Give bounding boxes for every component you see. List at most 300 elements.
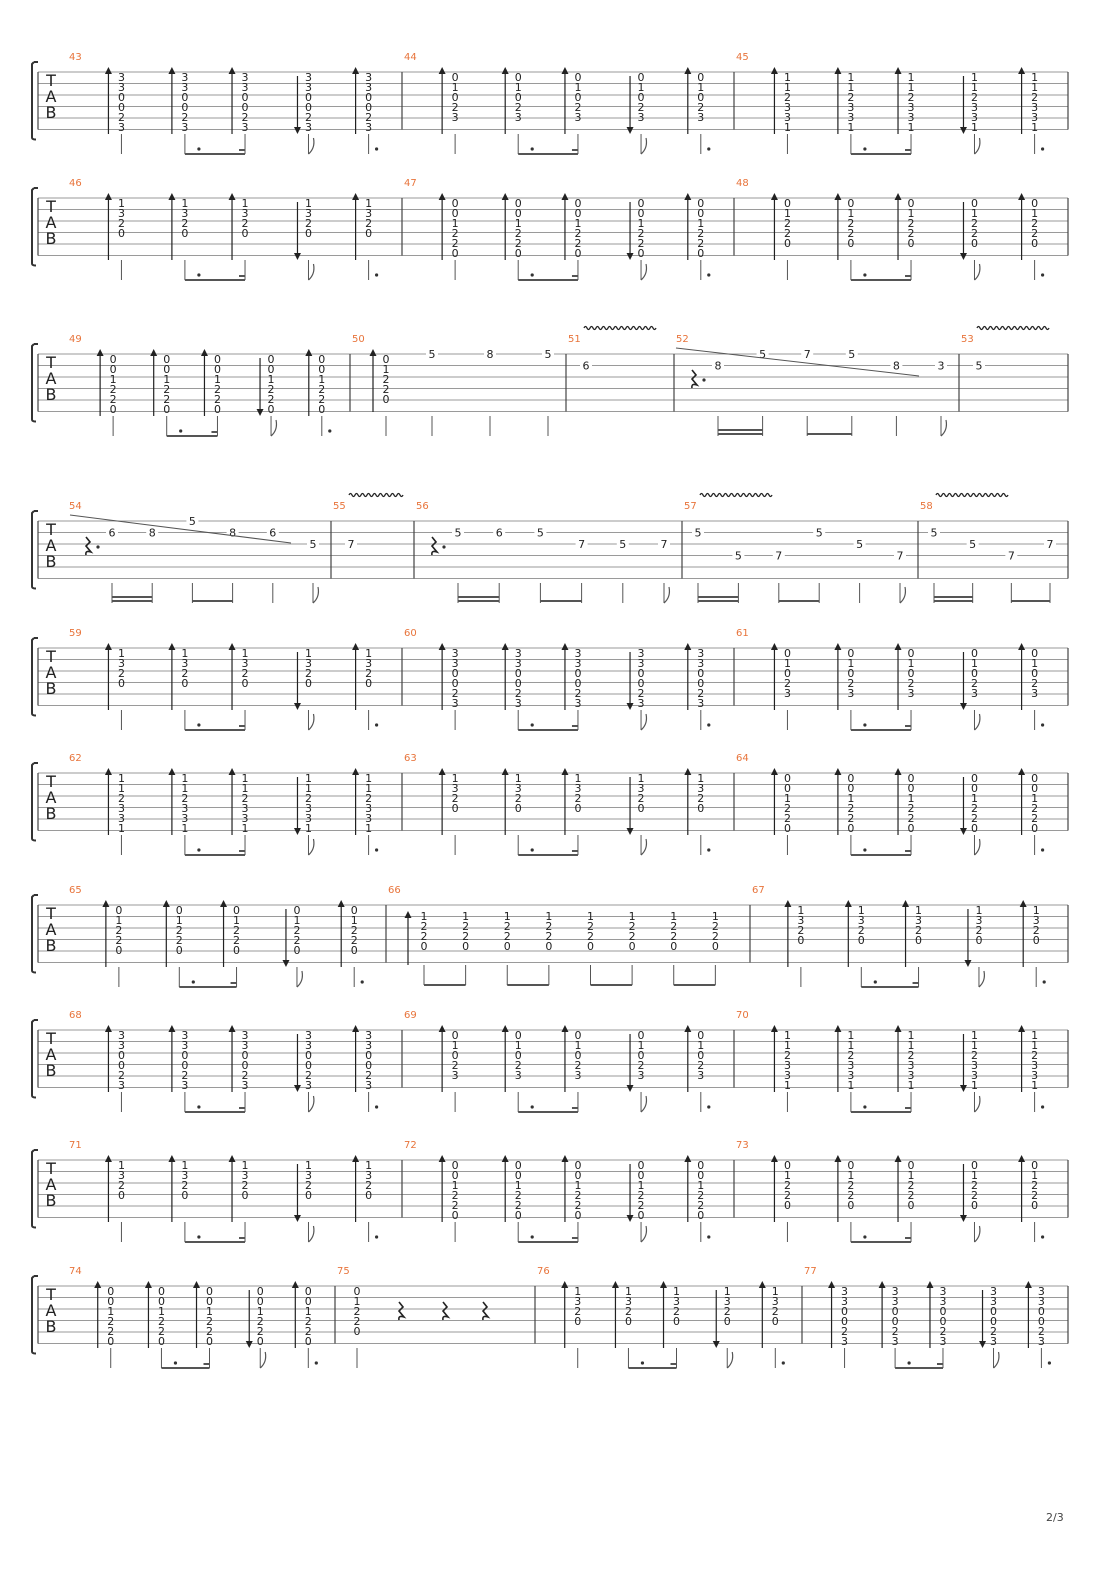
fret-number: 3	[514, 1069, 522, 1082]
fret-number: 1	[241, 772, 249, 785]
fret-number: 2	[382, 373, 390, 386]
fret-number: 3	[117, 81, 125, 94]
fret-number: 2	[117, 667, 125, 680]
tab-system	[32, 885, 1068, 987]
fret-number: 1	[451, 772, 459, 785]
fret-number: 3	[907, 1059, 915, 1072]
eighth-flag	[664, 587, 669, 603]
fret-number: 2	[503, 920, 511, 933]
fret-number: 3	[304, 1169, 312, 1182]
fret-number: 0	[847, 237, 855, 250]
fret-number: 0	[304, 1049, 312, 1062]
triangle-up-arrow-icon	[784, 900, 791, 907]
fret-number: 0	[637, 1159, 645, 1172]
fret-number: 0	[514, 677, 522, 690]
fret-number: 2	[783, 802, 791, 815]
fret-number: 2	[109, 393, 117, 406]
fret-number: 0	[637, 71, 645, 84]
fret-number: 2	[907, 217, 915, 230]
fret-number: 1	[175, 914, 183, 927]
fret-number: 3	[891, 1285, 899, 1298]
fret-number: 1	[847, 792, 855, 805]
fret-number: 1	[711, 910, 719, 923]
rhythm-dot	[782, 1361, 785, 1364]
triangle-up-arrow-icon	[502, 1025, 509, 1032]
tab-clef-letter: B	[45, 936, 57, 955]
fret-number: 2	[365, 217, 373, 230]
fret-number: 2	[365, 792, 373, 805]
fret-number: 1	[637, 1179, 645, 1192]
fret-number: 3	[451, 111, 459, 124]
fret-number: 2	[514, 1059, 522, 1072]
triangle-up-arrow-icon	[105, 67, 112, 74]
fret-number: 0	[545, 940, 553, 953]
fret-number: 1	[115, 914, 123, 927]
fret-number: 0	[1031, 197, 1039, 210]
fret-number: 2	[514, 1199, 522, 1212]
fret-number: 2	[213, 383, 221, 396]
fret-number: 0	[181, 1189, 189, 1202]
fret-number: 0	[117, 1189, 125, 1202]
fret-number: 0	[304, 91, 312, 104]
fret-number: 5	[544, 348, 552, 361]
eighth-flag	[641, 1096, 646, 1112]
fret-number: 2	[857, 924, 865, 937]
fret-number: 3	[117, 121, 125, 134]
quarter-rest-icon	[432, 537, 437, 555]
measure	[404, 1010, 710, 1112]
measure-number: 56	[416, 501, 429, 512]
fret-number: 1	[318, 373, 326, 386]
fret-number: 2	[847, 1189, 855, 1202]
measure-number: 53	[961, 334, 974, 345]
fret-number: 2	[181, 667, 189, 680]
triangle-down-arrow-icon	[294, 703, 301, 710]
fret-number: 2	[574, 792, 582, 805]
fret-number: 1	[514, 217, 522, 230]
fret-number: 1	[783, 71, 791, 84]
tab-clef-letter: T	[46, 1285, 56, 1304]
fret-number: 3	[970, 1059, 978, 1072]
fret-number: 3	[304, 657, 312, 670]
fret-number: 0	[318, 353, 326, 366]
fret-number: 3	[181, 207, 189, 220]
measure-number: 71	[69, 1140, 82, 1151]
eighth-flag	[308, 714, 313, 730]
triangle-up-arrow-icon	[193, 1281, 200, 1288]
fret-number: 3	[841, 1335, 849, 1348]
measure-number: 48	[736, 178, 749, 189]
fret-number: 2	[711, 930, 719, 943]
fret-number: 2	[1031, 802, 1039, 815]
tab-system	[32, 494, 1068, 604]
fret-number: 3	[637, 1069, 645, 1082]
fret-number: 2	[163, 393, 171, 406]
fret-number: 0	[213, 353, 221, 366]
measure-number: 77	[804, 1266, 817, 1277]
fret-number: 0	[365, 1049, 373, 1062]
fret-number: 2	[847, 1179, 855, 1192]
fret-number: 3	[847, 1059, 855, 1072]
triangle-down-arrow-icon	[960, 127, 967, 134]
triangle-up-arrow-icon	[684, 1025, 691, 1032]
triangle-up-arrow-icon	[201, 349, 208, 356]
fret-number: 0	[574, 1159, 582, 1172]
fret-number: 2	[847, 217, 855, 230]
rhythm-dot	[197, 147, 200, 150]
fret-number: 0	[256, 1335, 264, 1348]
fret-number: 0	[907, 667, 915, 680]
fret-number: 3	[1031, 1059, 1039, 1072]
fret-number: 1	[451, 217, 459, 230]
fret-number: 0	[181, 101, 189, 114]
fret-number: 1	[117, 1159, 125, 1172]
fret-number: 0	[1031, 782, 1039, 795]
triangle-up-arrow-icon	[439, 193, 446, 200]
fret-number: 2	[181, 1179, 189, 1192]
fret-number: 3	[514, 647, 522, 660]
fret-number: 3	[241, 207, 249, 220]
fret-number: 0	[451, 207, 459, 220]
triangle-up-arrow-icon	[229, 1155, 236, 1162]
fret-number: 3	[241, 1039, 249, 1052]
fret-number: 1	[365, 772, 373, 785]
fret-number: 0	[637, 802, 645, 815]
triangle-up-arrow-icon	[94, 1281, 101, 1288]
fret-number: 0	[109, 353, 117, 366]
triangle-down-arrow-icon	[627, 127, 634, 134]
fret-number: 0	[637, 197, 645, 210]
fret-number: 1	[304, 782, 312, 795]
fret-number: 0	[256, 1295, 264, 1308]
rhythm-dot	[1041, 1105, 1044, 1108]
fret-number: 5	[619, 538, 627, 551]
rhythm-dot	[1041, 723, 1044, 726]
triangle-up-arrow-icon	[895, 643, 902, 650]
fret-number: 2	[723, 1305, 731, 1318]
vibrato-wavy-line-icon	[349, 494, 403, 497]
fret-number: 1	[514, 1179, 522, 1192]
fret-number: 1	[970, 1029, 978, 1042]
fret-number: 0	[451, 197, 459, 210]
fret-number: 0	[574, 71, 582, 84]
rhythm-dot	[192, 980, 195, 983]
fret-number: 2	[624, 1305, 632, 1318]
fret-number: 2	[771, 1305, 779, 1318]
fret-number: 3	[365, 802, 373, 815]
fret-number: 3	[181, 1079, 189, 1092]
fret-number: 2	[181, 111, 189, 124]
fret-number: 0	[157, 1295, 165, 1308]
triangle-up-arrow-icon	[502, 193, 509, 200]
fret-number: 1	[267, 373, 275, 386]
fret-number: 1	[241, 647, 249, 660]
fret-number: 3	[1031, 687, 1039, 700]
measure-number: 58	[920, 501, 933, 512]
tab-clef-letter: T	[46, 1159, 56, 1178]
fret-number: 0	[697, 677, 705, 690]
fret-number: 0	[697, 197, 705, 210]
eighth-flag	[308, 1226, 313, 1242]
fret-number: 2	[304, 1069, 312, 1082]
fret-number: 0	[783, 1159, 791, 1172]
fret-number: 1	[365, 647, 373, 660]
measure-number: 55	[333, 501, 346, 512]
fret-number: 3	[797, 914, 805, 927]
fret-number: 1	[907, 81, 915, 94]
fret-number: 0	[847, 782, 855, 795]
measure-number: 46	[69, 178, 82, 189]
fret-number: 0	[857, 934, 865, 947]
fret-number: 2	[293, 924, 301, 937]
fret-number: 0	[847, 667, 855, 680]
fret-number: 0	[670, 940, 678, 953]
rhythm-dot	[707, 147, 710, 150]
fret-number: 0	[206, 1285, 214, 1298]
fret-number: 1	[970, 792, 978, 805]
fret-number: 0	[304, 677, 312, 690]
fret-number: 3	[907, 687, 915, 700]
tab-clef-letter: A	[45, 213, 57, 232]
triangle-up-arrow-icon	[439, 768, 446, 775]
triangle-down-arrow-icon	[960, 828, 967, 835]
measure	[684, 494, 906, 604]
fret-number: 2	[353, 1305, 361, 1318]
fret-number: 0	[462, 940, 470, 953]
eighth-flag	[979, 971, 984, 987]
fret-number: 3	[841, 1285, 849, 1298]
rhythm-dot	[375, 723, 378, 726]
fret-number: 0	[241, 1189, 249, 1202]
fret-number: 0	[117, 101, 125, 114]
fret-number: 1	[117, 772, 125, 785]
fret-number: 3	[990, 1285, 998, 1298]
tab-clef-letter: T	[46, 520, 56, 539]
fret-number: 1	[697, 1039, 705, 1052]
measure	[920, 494, 1056, 604]
fret-number: 3	[365, 812, 373, 825]
fret-number: 2	[697, 1059, 705, 1072]
fret-number: 0	[451, 71, 459, 84]
fret-number: 2	[697, 1199, 705, 1212]
triangle-down-arrow-icon	[627, 703, 634, 710]
fret-number: 0	[514, 667, 522, 680]
triangle-up-arrow-icon	[1018, 67, 1025, 74]
fret-number: 3	[241, 121, 249, 134]
fret-number: 3	[241, 657, 249, 670]
fret-number: 2	[451, 1199, 459, 1212]
fret-number: 1	[1031, 71, 1039, 84]
rhythm-dot	[1041, 147, 1044, 150]
triangle-up-arrow-icon	[771, 643, 778, 650]
fret-number: 0	[990, 1315, 998, 1328]
fret-number: 0	[233, 904, 241, 917]
fret-number: 0	[181, 1049, 189, 1062]
system-bracket	[32, 188, 38, 266]
fret-number: 0	[970, 1199, 978, 1212]
tab-clef-letter: A	[45, 788, 57, 807]
fret-number: 2	[117, 1179, 125, 1192]
measure	[69, 501, 319, 603]
fret-number: 3	[915, 914, 923, 927]
measure	[676, 334, 947, 436]
fret-number: 0	[514, 247, 522, 260]
measure-number: 59	[69, 628, 82, 639]
fret-number: 2	[970, 1189, 978, 1202]
fret-number: 0	[1037, 1315, 1045, 1328]
fret-number: 1	[117, 782, 125, 795]
fret-number: 7	[803, 348, 811, 361]
triangle-down-arrow-icon	[294, 253, 301, 260]
triangle-up-arrow-icon	[771, 1155, 778, 1162]
triangle-down-arrow-icon	[294, 1215, 301, 1222]
fret-number: 0	[847, 647, 855, 660]
fret-number: 3	[574, 647, 582, 660]
rhythm-dot	[531, 273, 534, 276]
fret-number: 0	[841, 1305, 849, 1318]
fret-number: 0	[783, 237, 791, 250]
fret-number: 5	[694, 526, 702, 540]
fret-number: 0	[514, 91, 522, 104]
triangle-down-arrow-icon	[627, 1085, 634, 1092]
fret-number: 3	[1032, 914, 1040, 927]
fret-number: 3	[783, 687, 791, 700]
eighth-flag	[974, 264, 979, 280]
fret-number: 0	[1031, 772, 1039, 785]
tab-clef-letter: T	[46, 353, 56, 372]
triangle-up-arrow-icon	[684, 193, 691, 200]
triangle-up-arrow-icon	[1018, 1155, 1025, 1162]
fret-number: 8	[148, 526, 156, 540]
fret-number: 1	[907, 1039, 915, 1052]
triangle-up-arrow-icon	[502, 1155, 509, 1162]
fret-number: 2	[637, 237, 645, 250]
fret-number: 1	[915, 904, 923, 917]
fret-number: 0	[970, 772, 978, 785]
fret-number: 3	[990, 1295, 998, 1308]
fret-number: 3	[574, 1295, 582, 1308]
triangle-up-arrow-icon	[168, 67, 175, 74]
fret-number: 1	[637, 81, 645, 94]
fret-number: 2	[711, 920, 719, 933]
fret-number: 7	[347, 538, 355, 551]
fret-number: 2	[117, 217, 125, 230]
fret-number: 2	[637, 1059, 645, 1072]
fret-number: 3	[117, 1029, 125, 1042]
fret-number: 2	[907, 91, 915, 104]
fret-number: 0	[697, 207, 705, 220]
fret-number: 2	[586, 920, 594, 933]
fret-number: 2	[514, 687, 522, 700]
measure	[69, 334, 331, 436]
fret-number: 0	[503, 940, 511, 953]
fret-number: 2	[783, 1189, 791, 1202]
fret-number: 0	[783, 822, 791, 835]
fret-number: 3	[304, 1029, 312, 1042]
fret-number: 1	[847, 1169, 855, 1182]
triangle-up-arrow-icon	[292, 1281, 299, 1288]
fret-number: 0	[181, 1059, 189, 1072]
fret-number: 0	[574, 1315, 582, 1328]
fret-number: 0	[847, 1159, 855, 1172]
fret-number: 2	[1031, 812, 1039, 825]
fret-number: 2	[163, 383, 171, 396]
fret-number: 2	[353, 1315, 361, 1328]
fret-number: 0	[907, 1199, 915, 1212]
fret-number: 0	[697, 91, 705, 104]
eighth-flag	[641, 714, 646, 730]
rhythm-dot	[863, 1105, 866, 1108]
measure	[736, 753, 1044, 855]
fret-number: 1	[637, 772, 645, 785]
eighth-flag	[308, 1096, 313, 1112]
fret-number: 1	[697, 81, 705, 94]
triangle-up-arrow-icon	[150, 349, 157, 356]
fret-number: 1	[857, 904, 865, 917]
measure-number: 57	[684, 501, 697, 512]
fret-number: 0	[213, 403, 221, 416]
fret-number: 2	[586, 930, 594, 943]
fret-number: 2	[783, 1179, 791, 1192]
fret-number: 0	[181, 91, 189, 104]
eighth-flag	[308, 138, 313, 154]
fret-number: 3	[939, 1285, 947, 1298]
fret-number: 2	[907, 812, 915, 825]
tab-clef-letter: B	[45, 1317, 57, 1336]
fret-number: 1	[847, 207, 855, 220]
fret-number: 2	[670, 930, 678, 943]
fret-number: 5	[454, 526, 462, 540]
fret-number: 1	[304, 1159, 312, 1172]
measure-number: 76	[537, 1266, 550, 1277]
fret-number: 1	[293, 914, 301, 927]
triangle-up-arrow-icon	[352, 193, 359, 200]
fret-number: 2	[1031, 217, 1039, 230]
fret-number: 0	[514, 207, 522, 220]
fret-number: 2	[1031, 1179, 1039, 1192]
fret-number: 0	[451, 677, 459, 690]
triangle-up-arrow-icon	[834, 67, 841, 74]
fret-number: 0	[628, 940, 636, 953]
fret-number: 0	[382, 393, 390, 406]
quarter-rest-icon	[443, 1302, 448, 1320]
triangle-up-arrow-icon	[1018, 193, 1025, 200]
measure-number: 50	[352, 334, 365, 345]
fret-number: 2	[1031, 227, 1039, 240]
fret-number: 3	[241, 81, 249, 94]
measure	[69, 628, 378, 730]
fret-number: 0	[304, 101, 312, 114]
fret-number: 2	[304, 1179, 312, 1192]
fret-number: 2	[1031, 1189, 1039, 1202]
fret-number: 1	[451, 81, 459, 94]
fret-number: 0	[697, 1169, 705, 1182]
fret-number: 0	[514, 1049, 522, 1062]
fret-number: 0	[451, 247, 459, 260]
fret-number: 1	[797, 904, 805, 917]
fret-number: 0	[907, 197, 915, 210]
fret-number: 0	[574, 247, 582, 260]
fret-number: 1	[783, 1039, 791, 1052]
fret-number: 1	[783, 1079, 791, 1092]
fret-number: 2	[365, 111, 373, 124]
triangle-up-arrow-icon	[1025, 1281, 1032, 1288]
fret-number: 2	[574, 1199, 582, 1212]
fret-number: 0	[697, 247, 705, 260]
fret-number: 0	[907, 237, 915, 250]
fret-number: 1	[970, 1169, 978, 1182]
fret-number: 3	[117, 657, 125, 670]
